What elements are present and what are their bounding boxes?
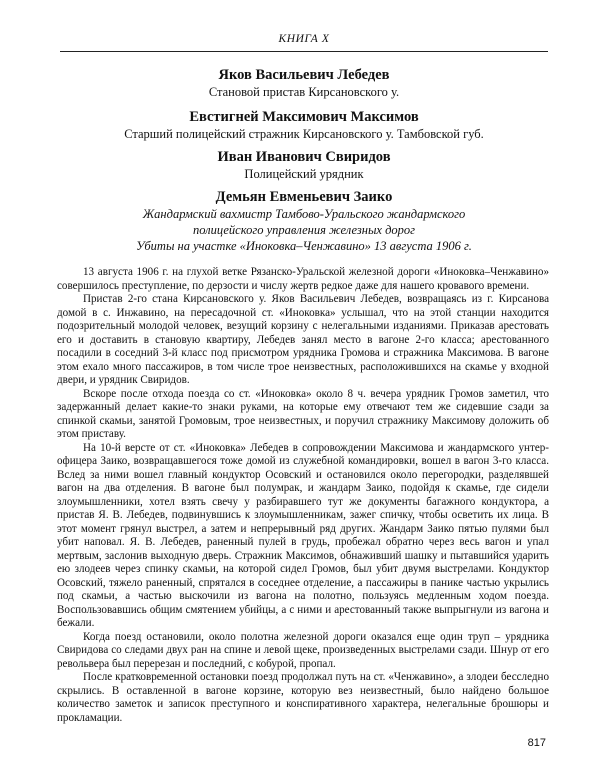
victim-role: Полицейский урядник (244, 167, 364, 181)
paragraph: После кратковременной остановки поезд продолжал путь на ст. «Ченжавино», а злодеи бесследно скрылись. В оставленной в вагоне корзине, которую вез неизвестный, было найдено большое количество заметок и записок преступного и конспиративного характера, нелегальные брошюры и прокламации. (57, 671, 549, 724)
victims-list (60, 66, 548, 254)
victim-name: Демьян Евменьевич Заико (215, 189, 393, 205)
header-rule (60, 51, 548, 52)
victim-role: Жандармский вахмистр Тамбово-Уральского жандармского (142, 207, 466, 221)
victim-role: Становой пристав Кирсановского у. (208, 85, 400, 99)
paragraph: Когда поезд остановили, около полотна железной дороги оказался еще один труп – урядника Свиридова со следами двух ран на спине и левой щеке, произведенных выстрелами сзади. Шнур от его револьвера был перерезан и последний, с кобурой, пропал. (57, 630, 549, 670)
paragraph: На 10-й версте от ст. «Иноковка» Лебедев в сопровождении Максимова и жандармского унтер-офицера Заико, возвращавшегося тоже домой из служебной командировки, вошел в вагон 3-го класса. Вслед за ними вошел главный кондуктор Осовский и остановился около перегородки, разделявшей вагон на два отделения. В вагоне был полумрак, и жандарм Заико, подойдя к скамье, где сидели злоумышленники, хотел взять свечу у разбиравшего тут же документы багажного кондуктора, а пристав Я. В. Лебедев, подвинувшись к злоумышленникам, зажег спичку, чтобы осветить их лица. В этот момент грянул выстрел, а затем и непрерывный ряд других. Жандарм Заико пятью пулями был убит наповал. Я. В. Лебедев, раненный пулей в грудь, пробежал обратно через весь вагон и упал мертвым, заслонив выходную дверь. Стражник Максимов, обнаживший шашку и пытавшийся ударить ею злодеев через спинку скамьи, на которой сидел Громов, был убит двумя выстрелами. Кондуктор Осовский, тяжело раненный, спрятался в соседнее отделение, а пассажиры в панике частью укрылись под скамьи, а частью выскочили из вагона на полотно, пользуясь медленным ходом поезда. Воспользовавшись общим смятением убийцы, а с ними и арестованный также выпрыгнули из вагона и бежали. (57, 441, 549, 629)
running-header: КНИГА X (278, 33, 330, 45)
victim-name: Иван Иванович Свиридов (217, 149, 391, 165)
paragraph: Пристав 2-го стана Кирсановского у. Яков Васильевич Лебедев, возвращаясь из г. Кирсанова домой в с. Инжавино, на пересадочной ст. «Иноковка» услышал, что на этой станции находится подозрительный молодой человек, везущий корзину с нелегальными изданиями. Приказав арестовать его и доставить в становую квартиру, Лебедев занял место в вагоне 2-го класса; арестованного посадили в соседний 3-й класс под присмотром урядника Громова и стражника Максимова. В вагоне этом ехало много пассажиров, в том числе трое неизвестных, расположившихся на скамье у входной двери, и урядник Свиридов. (57, 293, 549, 386)
victim-name: Яков Васильевич Лебедев (218, 67, 390, 83)
paragraph: Вскоре после отхода поезда со ст. «Иноковка» около 8 ч. вечера урядник Громов заметил, что задержанный делает какие-то знаки руками, на которые ему отвечают тем же сидевшие сзади за спинкой скамьи, занятой Громовым, трое неизвестных, и поручил стражнику Максимову доложить об этом приставу. (57, 387, 549, 440)
victim-role: полицейского управления железных дорог (192, 223, 416, 237)
killed-note: Убиты на участке «Иноковка–Ченжавино» 13 августа 1906 г. (136, 239, 472, 253)
paragraph: 13 августа 1906 г. на глухой ветке Рязанско-Уральской железной дороги «Иноковка–Ченжавино» совершилось преступление, по дерзости и числу жертв редкое даже для нашего кровавого времени. (57, 266, 549, 292)
victim-role: Старший полицейский стражник Кирсановского у. Тамбовской губ. (124, 127, 484, 141)
victim-name: Евстигней Максимович Максимов (189, 109, 419, 125)
page-number: 817 (527, 737, 546, 749)
article-body (57, 266, 549, 725)
